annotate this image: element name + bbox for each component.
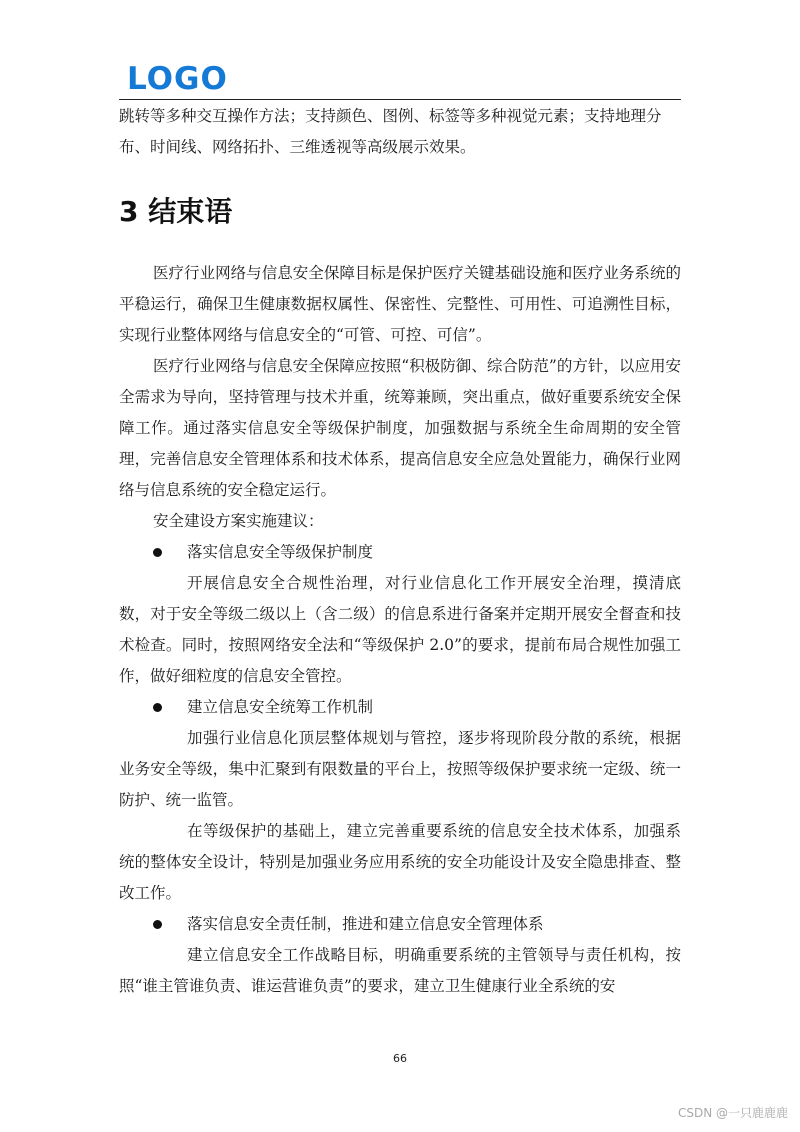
continuation-line: 布、时间线、网络拓扑、三维透视等高级展示效果。 — [119, 138, 476, 156]
section-body — [119, 258, 681, 1002]
bullet-paragraph: 加强行业信息化顶层整体规划与管控，逐步将现阶段分散的系统，根据业务安全等级，集中汇聚到有限数量的平台上，按照等级保护要求统一定级、统一防护、统一监管。 — [119, 729, 681, 809]
bullet-title: 落实信息安全责任制，推进和建立信息安全管理体系 — [187, 915, 544, 933]
section-heading: 3 结束语 — [119, 195, 233, 228]
bullet-title: 建立信息安全统筹工作机制 — [187, 698, 374, 716]
paragraph-suggestion-intro: 安全建设方案实施建议： — [153, 512, 324, 530]
page-number: 66 — [393, 1052, 407, 1065]
header-divider — [119, 99, 681, 100]
paragraph-policy: 医疗行业网络与信息安全保障应按照“积极防御、综合防范”的方针，以应用安全需求为导向，坚持管理与技术并重，统筹兼顾，突出重点，做好重要系统安全保障工作。通过落实信息安全等级保护制度，加强数据与系统全生命周期的安全管理，完善信息安全管理体系和技术体系，提高信息安全应急处置能力，确保行业网络与信息系统的安全稳定运行。 — [119, 357, 681, 499]
bullet-paragraph: 建立信息安全工作战略目标，明确重要系统的主管领导与责任机构，按照“谁主管谁负责、谁运营谁负责”的要求，建立卫生健康行业全系统的安 — [119, 946, 681, 995]
bullet-dot-icon — [153, 703, 162, 712]
continuation-line: 跳转等多种交互操作方法；支持颜色、图例、标签等多种视觉元素；支持地理分 — [119, 107, 662, 125]
bullet-paragraph: 开展信息安全合规性治理，对行业信息化工作开展安全治理，摸清底数，对于安全等级二级以上（含二级）的信息系进行备案并定期开展安全督查和技术检查。同时，按照网络安全法和“等级保护 2.0”的要求，提前布局合规性加强工作，做好细粒度的信息安全管控。 — [119, 574, 681, 685]
bullet-dot-icon — [153, 548, 162, 557]
bullet-paragraph: 在等级保护的基础上，建立完善重要系统的信息安全技术体系，加强系统的整体安全设计，特别是加强业务应用系统的安全功能设计及安全隐患排查、整改工作。 — [119, 822, 681, 902]
bullet-title: 落实信息安全等级保护制度 — [187, 543, 374, 561]
bullet-item — [119, 537, 681, 568]
bullet-item — [119, 909, 681, 940]
watermark: CSDN @一只鹿鹿鹿 — [677, 1106, 788, 1120]
paragraph-goal: 医疗行业网络与信息安全保障目标是保护医疗关键基础设施和医疗业务系统的平稳运行，确保卫生健康数据权属性、保密性、完整性、可用性、可追溯性目标，实现行业整体网络与信息安全的“可管、可控、可信”。 — [119, 264, 681, 344]
continuation-text — [119, 101, 681, 163]
logo: LOGO — [127, 61, 228, 97]
bullet-item — [119, 692, 681, 723]
bullet-dot-icon — [153, 920, 162, 929]
